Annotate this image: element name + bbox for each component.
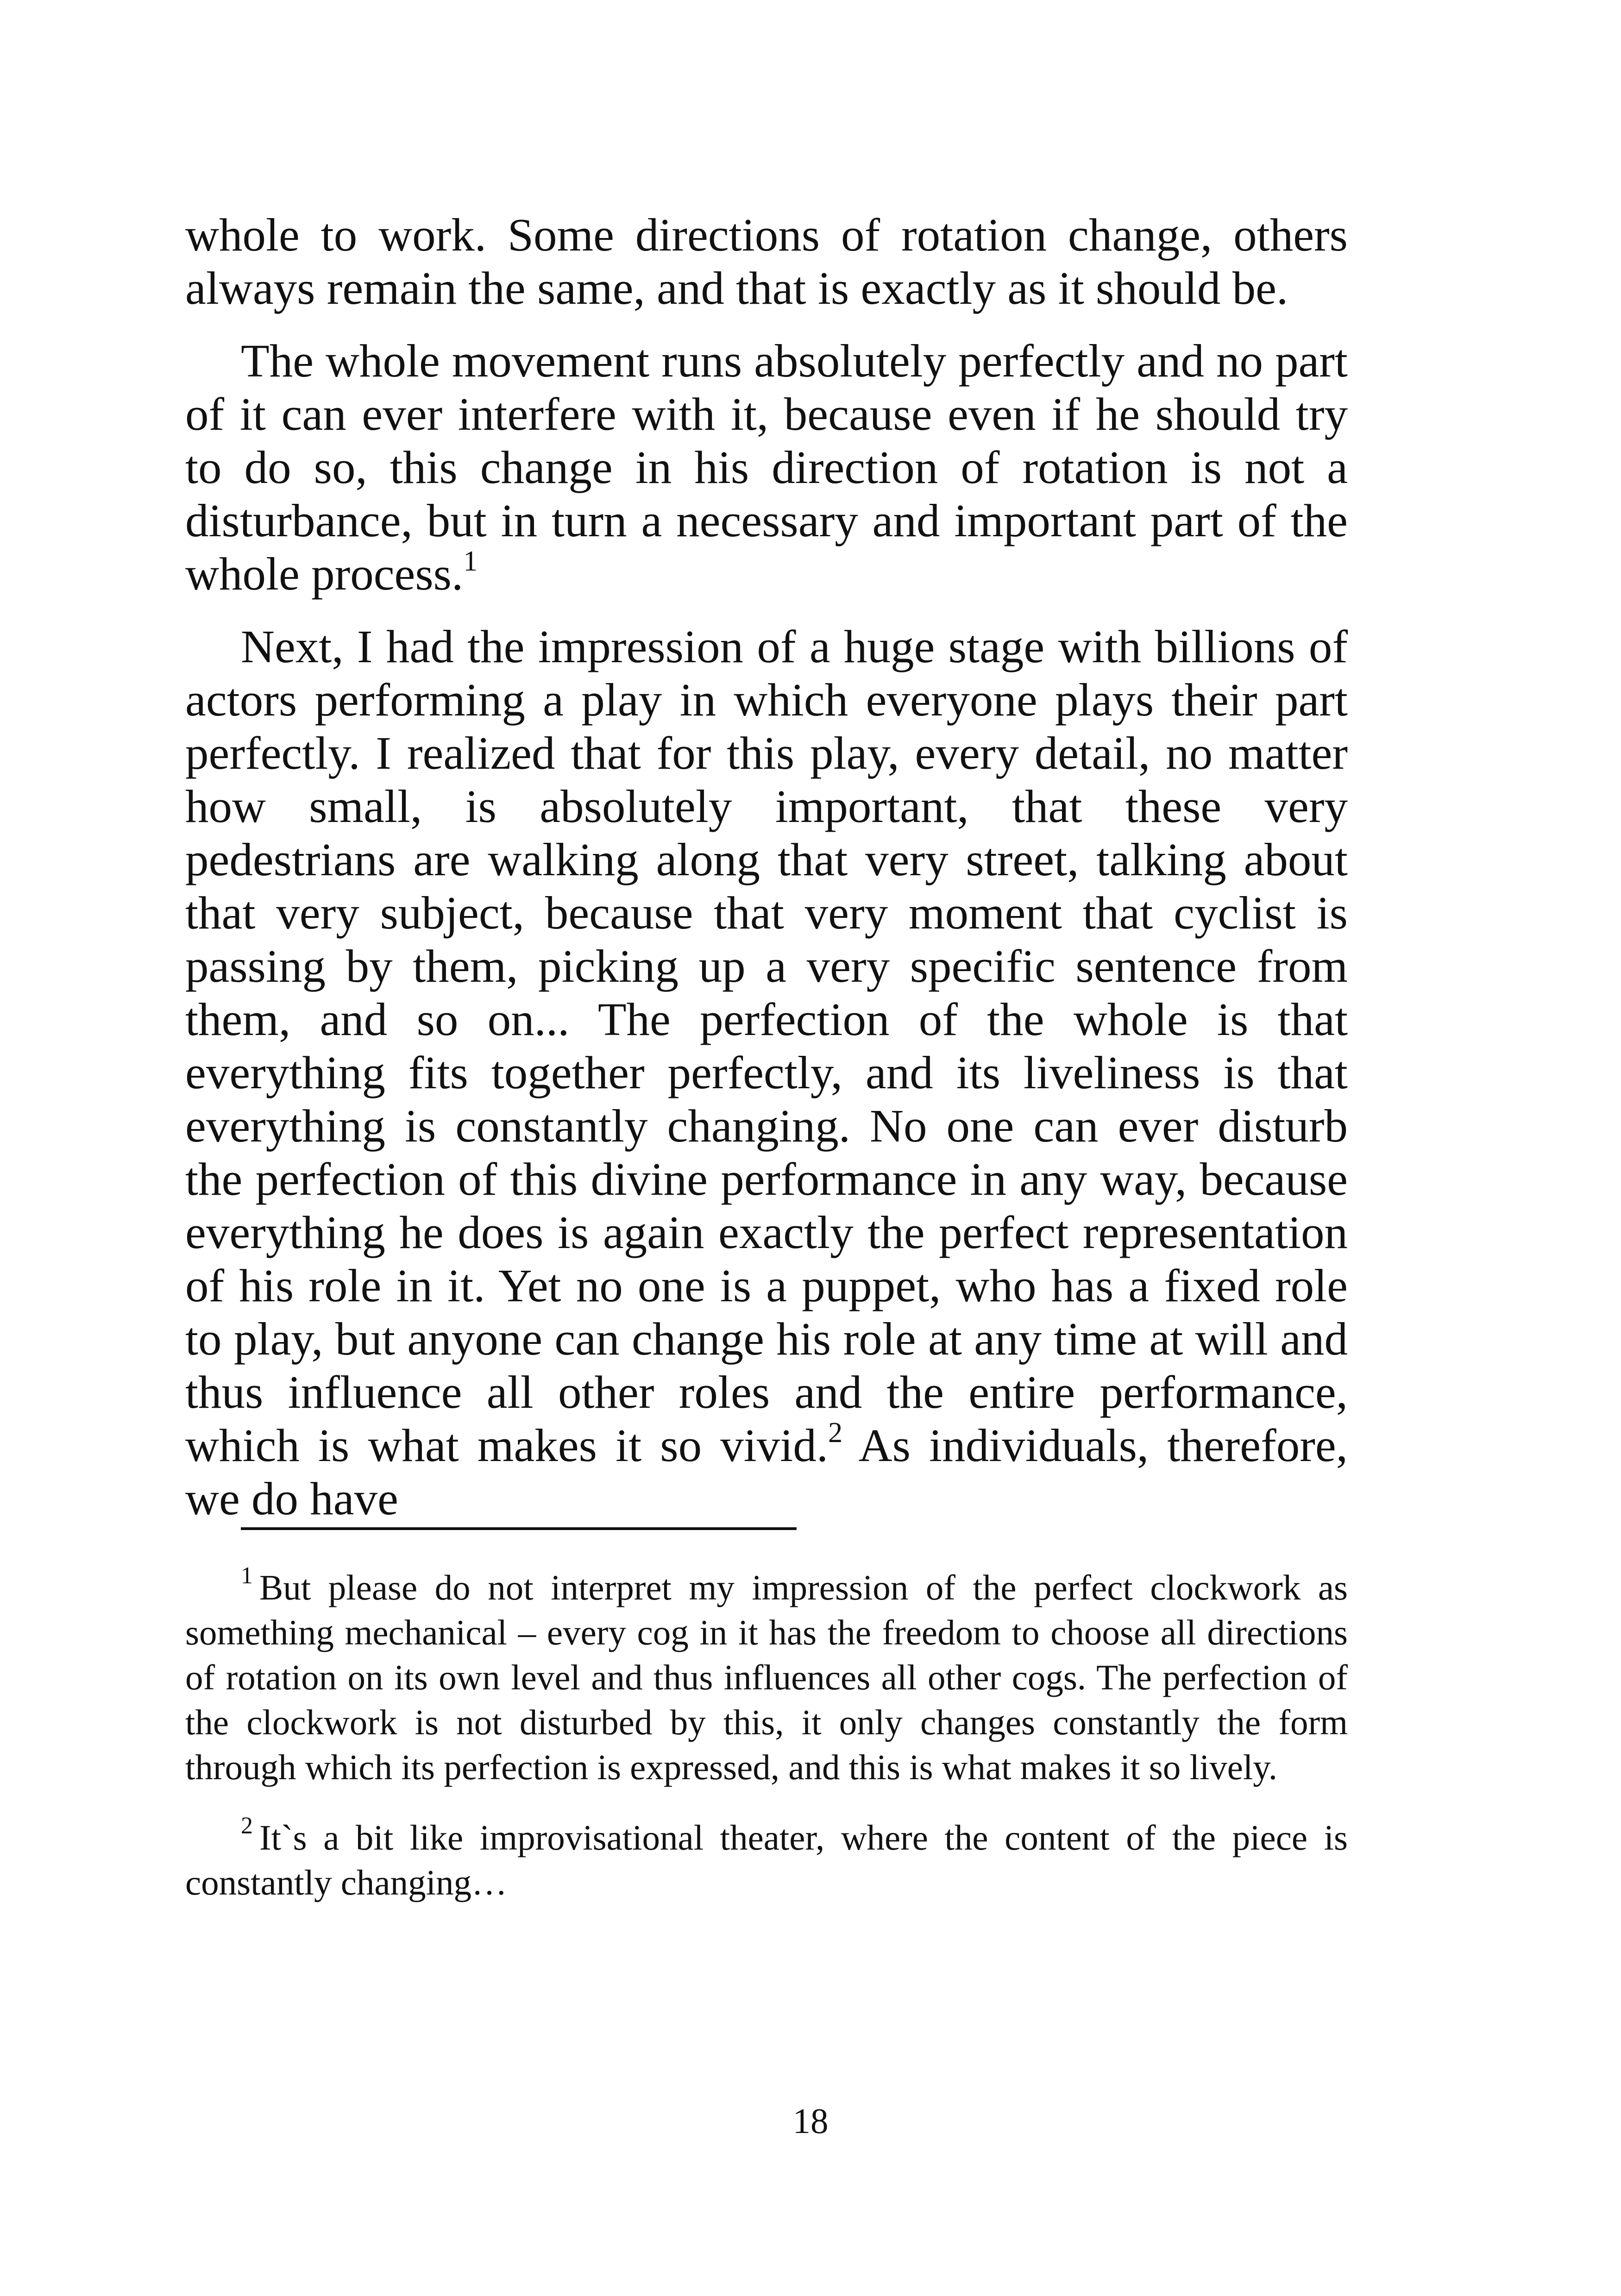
footnote-marker-2: 2: [241, 1813, 253, 1839]
paragraph-text-tail: As individuals, therefore, we do have: [185, 1419, 1348, 1524]
paragraph-huge-stage: [185, 620, 1348, 1525]
paragraph-text: Next, I had the impression of a huge stage with billions of actors performing a play in which everyone plays their part perfectly. I realized that for this play, every detail, no matter how small, is absolutely important, that these very pedestrians are walking along that very street, talking about that very subject, because that very moment that cyclist is passing by them, picking up a very specific sentence from them, and so on... The perfection of the whole is that everything fits together perfectly, and its liveliness is that everything is constantly changing. No one can ever disturb the perfection of this divine performance in any way, because everything he does is again exactly the perfect representation of his role in it. Yet no one is a puppet, who has a fixed role to play, but anyone can change his role at any time at will and thus influence all other roles and the entire performance, which is what makes it so vivid.: [185, 621, 1348, 1471]
footnote-marker-1: 1: [241, 1562, 253, 1589]
footnotes: [185, 1562, 1348, 1931]
footnote-text: It`s a bit like improvisational theater, where the content of the piece is constantly changing…: [185, 1818, 1348, 1902]
footnote-reference-2[interactable]: 2: [828, 1417, 843, 1449]
paragraph-text: The whole movement runs absolutely perfectly and no part of it can ever interfere with it, because even if he should try to do so, this change in his direction of rotation is not a disturbance, but in turn a necessary and important part of the whole process.: [185, 335, 1348, 600]
footnote-2: [185, 1815, 1348, 1905]
footnote-1: [185, 1562, 1348, 1790]
footnote-reference-1[interactable]: 1: [463, 546, 478, 577]
footnote-text: But please do not interpret my impression of the perfect clockwork as something mechanical – every cog in it has the freedom to choose all directions of rotation on its own level and thus influences all other cogs. The perfection of the clockwork is not disturbed by this, it only changes constantly the form through which its perfection is expressed, and this is what makes it so lively.: [185, 1568, 1348, 1787]
footnote-separator: [241, 1527, 797, 1530]
main-text: [185, 208, 1348, 1545]
paragraph-whole-movement: [185, 334, 1348, 601]
page-number: 18: [792, 2101, 829, 2141]
paragraph-text: whole to work. Some directions of rotation change, others always remain the same, and that is exactly as it should be.: [185, 209, 1348, 314]
paragraph-continuation: [185, 208, 1348, 315]
